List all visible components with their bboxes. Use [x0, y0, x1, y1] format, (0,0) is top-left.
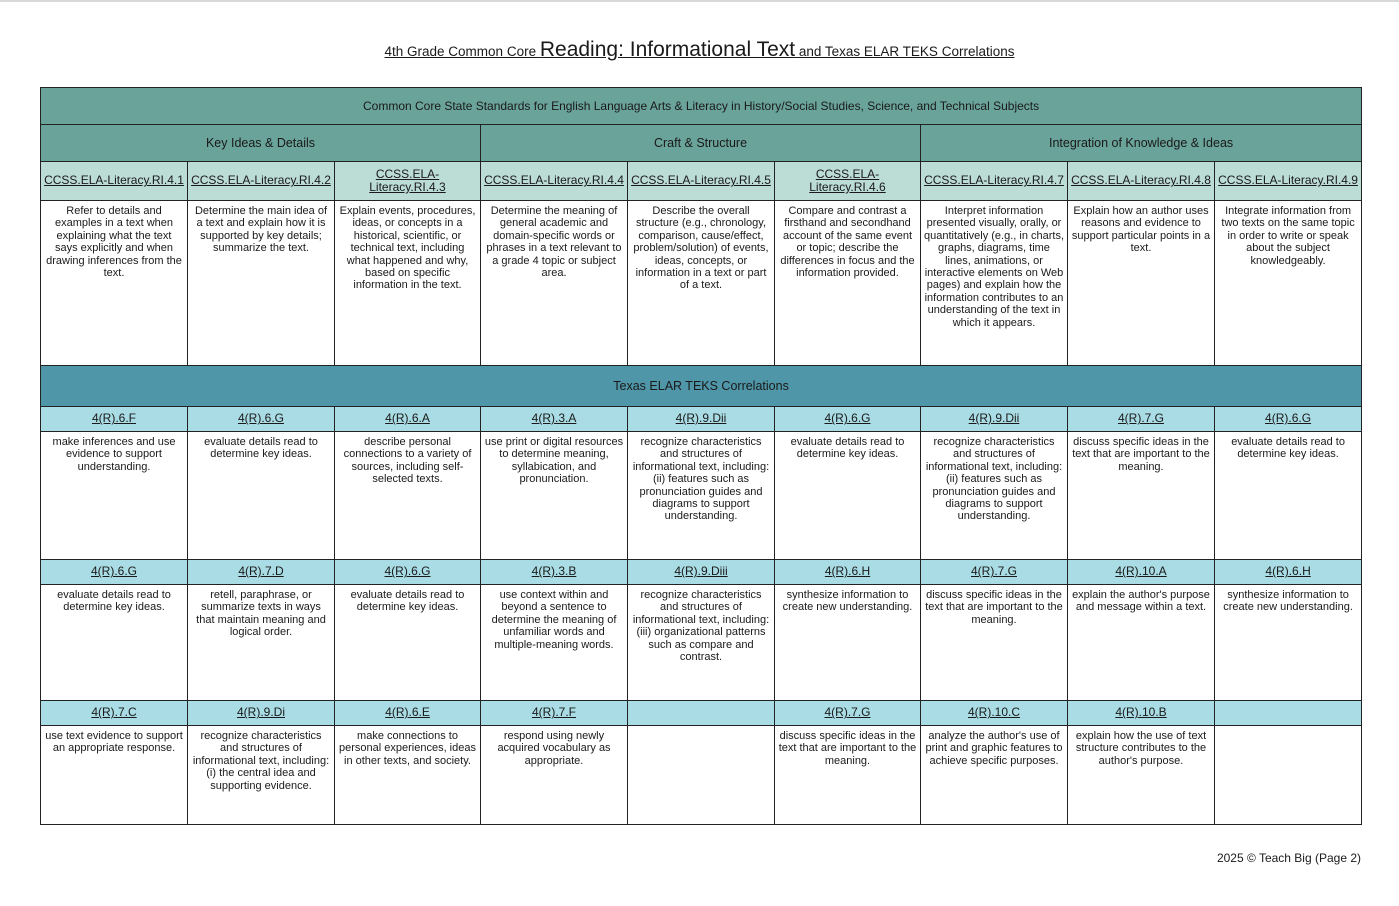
standard-description: Interpret information presented visually, orally, or quantitatively (e.g., in charts, graphs, diagrams, time lines, animations, or interactive elements on Web pages) and explain how the information contributes to an understanding of the text in which it appears. [921, 201, 1068, 366]
teks-code-cell [188, 407, 335, 432]
teks-description: discuss specific ideas in the text that are important to the meaning. [1068, 432, 1215, 560]
teks-code-link[interactable]: 4(R).6.G [90, 564, 137, 579]
teks-code-cell [188, 560, 335, 585]
teks-code-link[interactable]: 4(R).3.A [531, 411, 577, 426]
teks-code-link[interactable]: 4(R).6.G [384, 564, 431, 579]
standard-code-link[interactable]: CCSS.ELA-Literacy.RI.4.5 [631, 173, 771, 188]
title-part-1: 4th Grade Common Core [384, 44, 540, 59]
correlation-table [40, 87, 1362, 825]
teks-code-cell [481, 701, 628, 726]
standard-code-cell [775, 162, 921, 201]
teks-code-cell [335, 560, 481, 585]
teks-code-cell [921, 701, 1068, 726]
standard-code-cell [188, 162, 335, 201]
teks-description: evaluate details read to determine key ideas. [1215, 432, 1362, 560]
teks-code-link[interactable]: 4(R).10.C [967, 705, 1020, 720]
teks-code-link[interactable]: 4(R).7.G [824, 705, 871, 720]
teks-code-link[interactable]: 4(R).9.Di [236, 705, 285, 720]
top-rule [0, 0, 1399, 2]
teks-description: make connections to personal experiences, ideas in other texts, and society. [335, 726, 481, 825]
teks-code-link[interactable]: 4(R).6.G [237, 411, 284, 426]
teks-code-link[interactable]: 4(R).9.Dii [675, 411, 727, 426]
standard-code-cell [921, 162, 1068, 201]
teks-code-cell [1068, 407, 1215, 432]
standard-description: Integrate information from two texts on the same topic in order to write or speak about the subject knowledgeably. [1215, 201, 1362, 366]
standard-description: Refer to details and examples in a text when explaining what the text says explicitly and when drawing inferences from the text. [41, 201, 188, 366]
teks-description: describe personal connections to a variety of sources, including self-selected texts. [335, 432, 481, 560]
teks-code-link[interactable]: 4(R).7.C [91, 705, 137, 720]
standard-code-cell [1068, 162, 1215, 201]
teks-code-link[interactable]: 4(R).7.G [970, 564, 1017, 579]
standard-code-link[interactable]: CCSS.ELA-Literacy.RI.4.3 [369, 166, 446, 194]
teks-code-cell [41, 407, 188, 432]
title-part-2: Reading: Informational Text [539, 38, 796, 61]
teks-code-cell [1068, 701, 1215, 726]
teks-code-link[interactable]: 4(R).6.G [824, 411, 871, 426]
teks-code-link[interactable]: 4(R).6.A [385, 411, 430, 426]
teks-code-cell [1215, 701, 1362, 726]
teks-description [1215, 726, 1362, 825]
teks-code-cell [775, 701, 921, 726]
group-key-ideas: Key Ideas & Details [41, 125, 481, 162]
standard-description: Describe the overall structure (e.g., chronology, comparison, cause/effect, problem/solution) of events, ideas, concepts, or information in a text or part of a text. [628, 201, 775, 366]
teks-code-cell [481, 407, 628, 432]
standard-description: Determine the meaning of general academic and domain-specific words or phrases in a text relevant to a grade 4 topic or subject area. [481, 201, 628, 366]
teks-code-link[interactable]: 4(R).9.Dii [968, 411, 1020, 426]
teks-code-link[interactable]: 4(R).9.Diii [674, 564, 728, 579]
standard-description: Explain how an author uses reasons and evidence to support particular points in a text. [1068, 201, 1215, 366]
page-title [0, 38, 1399, 62]
teks-description: explain the author's purpose and message within a text. [1068, 585, 1215, 701]
teks-description: evaluate details read to determine key ideas. [188, 432, 335, 560]
teks-code-cell [628, 560, 775, 585]
teks-code-link[interactable]: 4(R).10.A [1115, 564, 1167, 579]
teks-description: evaluate details read to determine key ideas. [335, 585, 481, 701]
standard-code-link[interactable]: CCSS.ELA-Literacy.RI.4.9 [1218, 173, 1358, 188]
teks-code-link[interactable]: 4(R).7.F [531, 705, 576, 720]
teks-code-cell [921, 407, 1068, 432]
teks-description: use text evidence to support an appropriate response. [41, 726, 188, 825]
teks-description: evaluate details read to determine key ideas. [41, 585, 188, 701]
teks-code-cell [481, 560, 628, 585]
teks-code-cell [628, 701, 775, 726]
standard-description: Explain events, procedures, ideas, or concepts in a historical, scientific, or technical text, including what happened and why, based on specific information in the text. [335, 201, 481, 366]
teks-code-link[interactable]: 4(R).6.H [1265, 564, 1311, 579]
teks-description: retell, paraphrase, or summarize texts in ways that maintain meaning and logical order. [188, 585, 335, 701]
teks-description: discuss specific ideas in the text that are important to the meaning. [775, 726, 921, 825]
teks-description: explain how the use of text structure contributes to the author's purpose. [1068, 726, 1215, 825]
group-integration: Integration of Knowledge & Ideas [921, 125, 1362, 162]
standard-description: Determine the main idea of a text and explain how it is supported by key details; summarize the text. [188, 201, 335, 366]
teks-code-cell [335, 407, 481, 432]
teks-description: analyze the author's use of print and graphic features to achieve specific purposes. [921, 726, 1068, 825]
teks-code-cell [775, 407, 921, 432]
teks-description: synthesize information to create new understanding. [775, 585, 921, 701]
teks-description: use print or digital resources to determine meaning, syllabication, and pronunciation. [481, 432, 628, 560]
standard-code-link[interactable]: CCSS.ELA-Literacy.RI.4.4 [484, 173, 624, 188]
teks-code-cell [188, 701, 335, 726]
teks-description: evaluate details read to determine key ideas. [775, 432, 921, 560]
teks-header: Texas ELAR TEKS Correlations [41, 366, 1362, 407]
teks-description: respond using newly acquired vocabulary as appropriate. [481, 726, 628, 825]
standard-code-cell [41, 162, 188, 201]
standard-code-cell [481, 162, 628, 201]
teks-description: make inferences and use evidence to support understanding. [41, 432, 188, 560]
standard-code-link[interactable]: CCSS.ELA-Literacy.RI.4.6 [809, 166, 886, 194]
page-footer: 2025 © Teach Big (Page 2) [1216, 851, 1361, 865]
teks-code-link[interactable]: 4(R).6.E [385, 705, 430, 720]
teks-code-link[interactable]: 4(R).6.H [824, 564, 871, 579]
teks-code-link[interactable]: 4(R).7.D [238, 564, 284, 579]
teks-description: use context within and beyond a sentence to determine the meaning of unfamiliar words and multiple-meaning words. [481, 585, 628, 701]
teks-description: synthesize information to create new understanding. [1215, 585, 1362, 701]
standard-code-link[interactable]: CCSS.ELA-Literacy.RI.4.1 [44, 173, 184, 188]
standard-code-cell [335, 162, 481, 201]
teks-description: recognize characteristics and structures of informational text, including: (i) the central idea and supporting evidence. [188, 726, 335, 825]
teks-code-link[interactable]: 4(R).10.B [1115, 705, 1167, 720]
teks-code-cell [335, 701, 481, 726]
teks-code-link[interactable]: 4(R).3.B [531, 564, 577, 579]
teks-description: recognize characteristics and structures of informational text, including: (ii) features such as pronunciation guides and diagrams to support understanding. [921, 432, 1068, 560]
teks-description: discuss specific ideas in the text that are important to the meaning. [921, 585, 1068, 701]
standard-description: Compare and contrast a firsthand and secondhand account of the same event or topic; describe the differences in focus and the information provided. [775, 201, 921, 366]
teks-code-cell [628, 407, 775, 432]
teks-description [628, 726, 775, 825]
teks-code-cell [1068, 560, 1215, 585]
title-part-3: and Texas ELAR TEKS Correlations [795, 44, 1015, 59]
teks-code-cell [1215, 560, 1362, 585]
teks-code-cell [41, 701, 188, 726]
teks-description: recognize characteristics and structures of informational text, including: (iii) organizational patterns such as compare and contrast. [628, 585, 775, 701]
teks-code-cell [1215, 407, 1362, 432]
teks-code-cell [775, 560, 921, 585]
teks-code-cell [41, 560, 188, 585]
ccss-header: Common Core State Standards for English Language Arts & Literacy in History/Social Studies, Science, and Technical Subjects [41, 88, 1362, 125]
standard-code-link[interactable]: CCSS.ELA-Literacy.RI.4.7 [924, 173, 1064, 188]
teks-code-link[interactable]: 4(R).7.G [1117, 411, 1164, 426]
teks-code-link[interactable]: 4(R).6.G [1265, 411, 1312, 426]
standard-code-cell [1215, 162, 1362, 201]
teks-code-cell [921, 560, 1068, 585]
teks-code-link[interactable]: 4(R).6.F [91, 411, 136, 426]
standard-code-cell [628, 162, 775, 201]
group-craft-structure: Craft & Structure [481, 125, 921, 162]
teks-description: recognize characteristics and structures of informational text, including: (ii) features such as pronunciation guides and diagrams to support understanding. [628, 432, 775, 560]
standard-code-link[interactable]: CCSS.ELA-Literacy.RI.4.2 [191, 173, 331, 188]
standard-code-link[interactable]: CCSS.ELA-Literacy.RI.4.8 [1071, 173, 1211, 188]
